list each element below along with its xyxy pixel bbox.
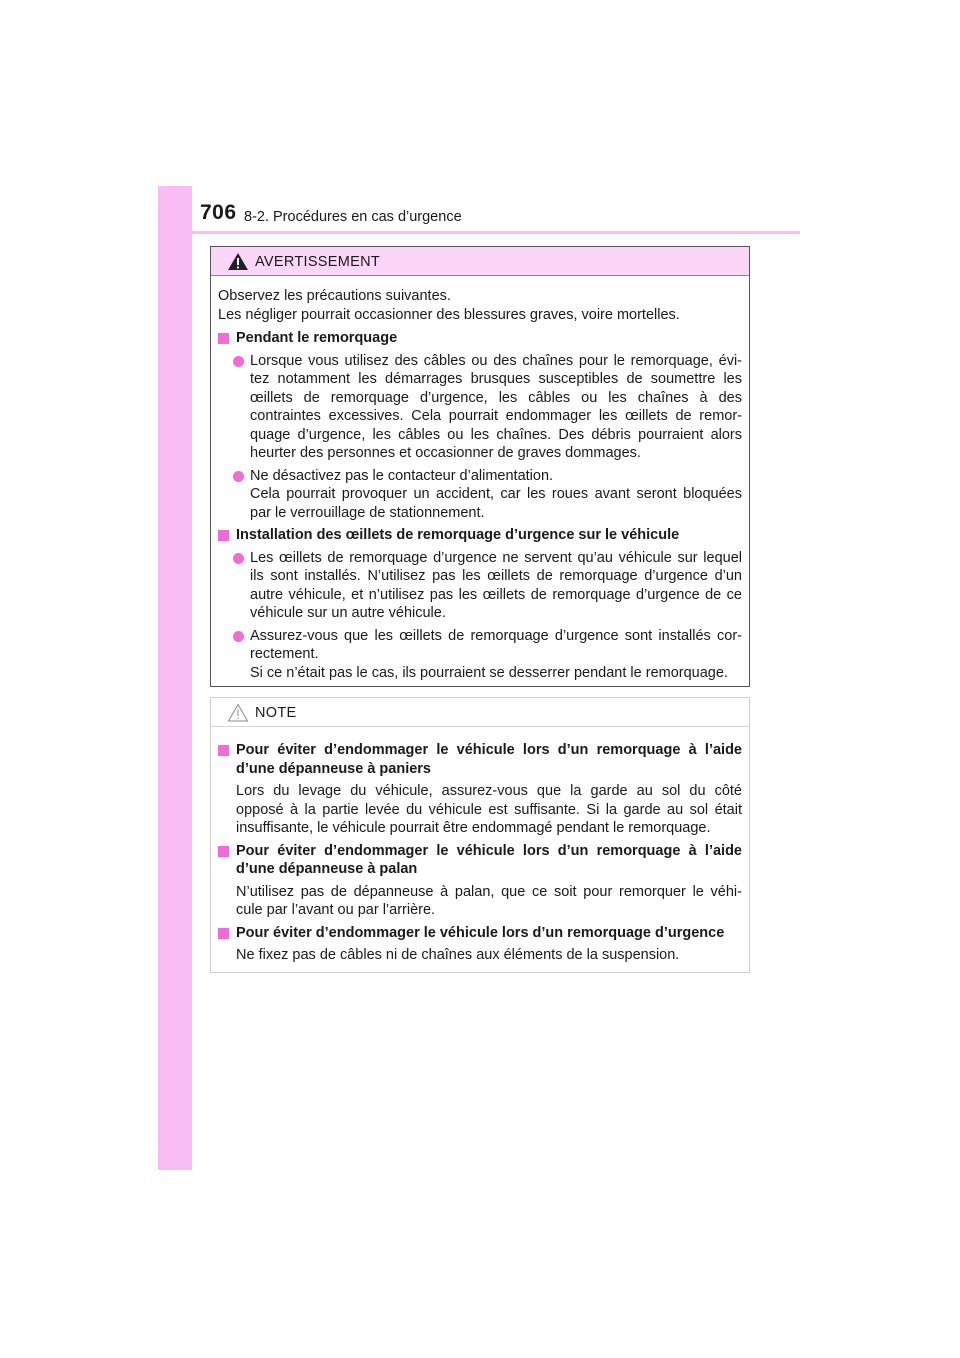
text-line: insuffisante, le véhicule pourrait être endommagé pendant le remorquage. [236,820,711,836]
warning-intro [218,287,742,324]
text-line: Cela pourrait provoquer un accident, car les roues avant seront bloquées [250,486,742,502]
warning-intro-line: Observez les précautions suivantes. [218,288,451,304]
round-bullet-icon [233,471,244,482]
section-title: 8-2. Procédures en cas d’urgence [244,209,462,225]
warning-box [210,246,750,687]
warning-body [211,276,749,682]
heading-line: Pour éviter d’endommager le véhicule lors d’un remorquage à l’aide [236,742,742,758]
warning-bullet [218,549,742,623]
round-bullet-icon [233,553,244,564]
square-bullet-icon [218,333,229,344]
note-section-body [218,946,742,965]
side-color-band [158,186,192,1170]
text-line: Assurez-vous que les œillets de remorquage d’urgence sont installés cor- [250,627,742,644]
warning-bullet [218,352,742,463]
text-line: ils sont installés. N’utilisez pas les œillets de remorquage d’urgence d’un [250,568,742,584]
header-rule [192,231,800,234]
text-line: rectement. [250,646,319,662]
text-line: autre véhicule, et n’utilisez pas les œillets de remorquage d’urgence de ce [250,586,742,603]
heading-line: Pour éviter d’endommager le véhicule lors d’un remorquage à l’aide [236,842,742,859]
round-bullet-icon [233,356,244,367]
note-section-body [218,883,742,920]
square-bullet-icon [218,530,229,541]
text-line: quage d’urgence, les câbles ou les chaînes. Des débris pourraient alors [250,426,742,443]
text-line: Si ce n’était pas le cas, ils pourraient se desserrer pendant le remorquage. [250,664,728,681]
square-bullet-icon [218,745,229,756]
text-line: heurter des personnes et occasionner de graves dommages. [250,445,641,461]
square-bullet-icon [218,928,229,939]
note-section-heading [218,741,742,778]
page-number: 706 [200,201,237,224]
warning-bullet [218,467,742,523]
note-box-header [211,698,749,727]
note-section-body [218,782,742,838]
warning-bullet [218,627,742,683]
text-line: Lors du levage du véhicule, assurez-vous que la garde au sol du côté [236,783,742,799]
note-box [210,697,750,973]
text-line: véhicule sur un autre véhicule. [250,605,446,621]
text-line: cule par l’avant ou par l’arrière. [236,902,436,918]
text-line: opposé à la partie levée du véhicule est suffisante. Si la garde au sol était [236,801,742,818]
text-line: contraintes excessives. Cela pourrait endommager les œillets de remor- [250,408,742,424]
warning-section-heading [218,329,742,348]
note-section-heading [218,924,742,943]
heading-line: d’une dépanneuse à palan [236,861,418,877]
text-line: Lorsque vous utilisez des câbles ou des chaînes pour le remorquage, évi- [250,352,742,369]
heading-text: Pendant le remorquage [236,330,398,346]
text-line: Ne fixez pas de câbles ni de chaînes aux éléments de la suspension. [236,947,680,963]
text-line: Ne désactivez pas le contacteur d’alimentation. [250,467,554,484]
warning-box-header [211,247,749,276]
caution-outline-triangle-icon [227,703,249,722]
warning-triangle-icon [227,252,249,271]
text-line: par le verrouillage de stationnement. [250,504,485,521]
note-section-heading [218,842,742,879]
square-bullet-icon [218,846,229,857]
round-bullet-icon [233,631,244,642]
note-label: NOTE [255,705,297,721]
text-line: N’utilisez pas de dépanneuse à palan, que ce soit pour remorquer le véhi- [236,883,742,900]
text-line: œillets de remorquage d’urgence, les câbles ou les chaînes à des [250,389,742,406]
warning-label: AVERTISSEMENT [255,254,381,270]
note-body [211,727,749,965]
warning-intro-line: Les négliger pourrait occasionner des blessures graves, voire mortelles. [218,306,680,323]
text-line: tez notamment les démarrages brusques susceptibles de soumettre les [250,371,742,387]
warning-section-heading [218,526,742,545]
heading-line: Pour éviter d’endommager le véhicule lors d’un remorquage d’urgence [236,924,725,941]
heading-line: d’une dépanneuse à paniers [236,760,431,777]
heading-text: Installation des œillets de remorquage d’urgence sur le véhicule [236,527,680,543]
text-line: Les œillets de remorquage d’urgence ne servent qu’au véhicule sur lequel [250,549,742,566]
